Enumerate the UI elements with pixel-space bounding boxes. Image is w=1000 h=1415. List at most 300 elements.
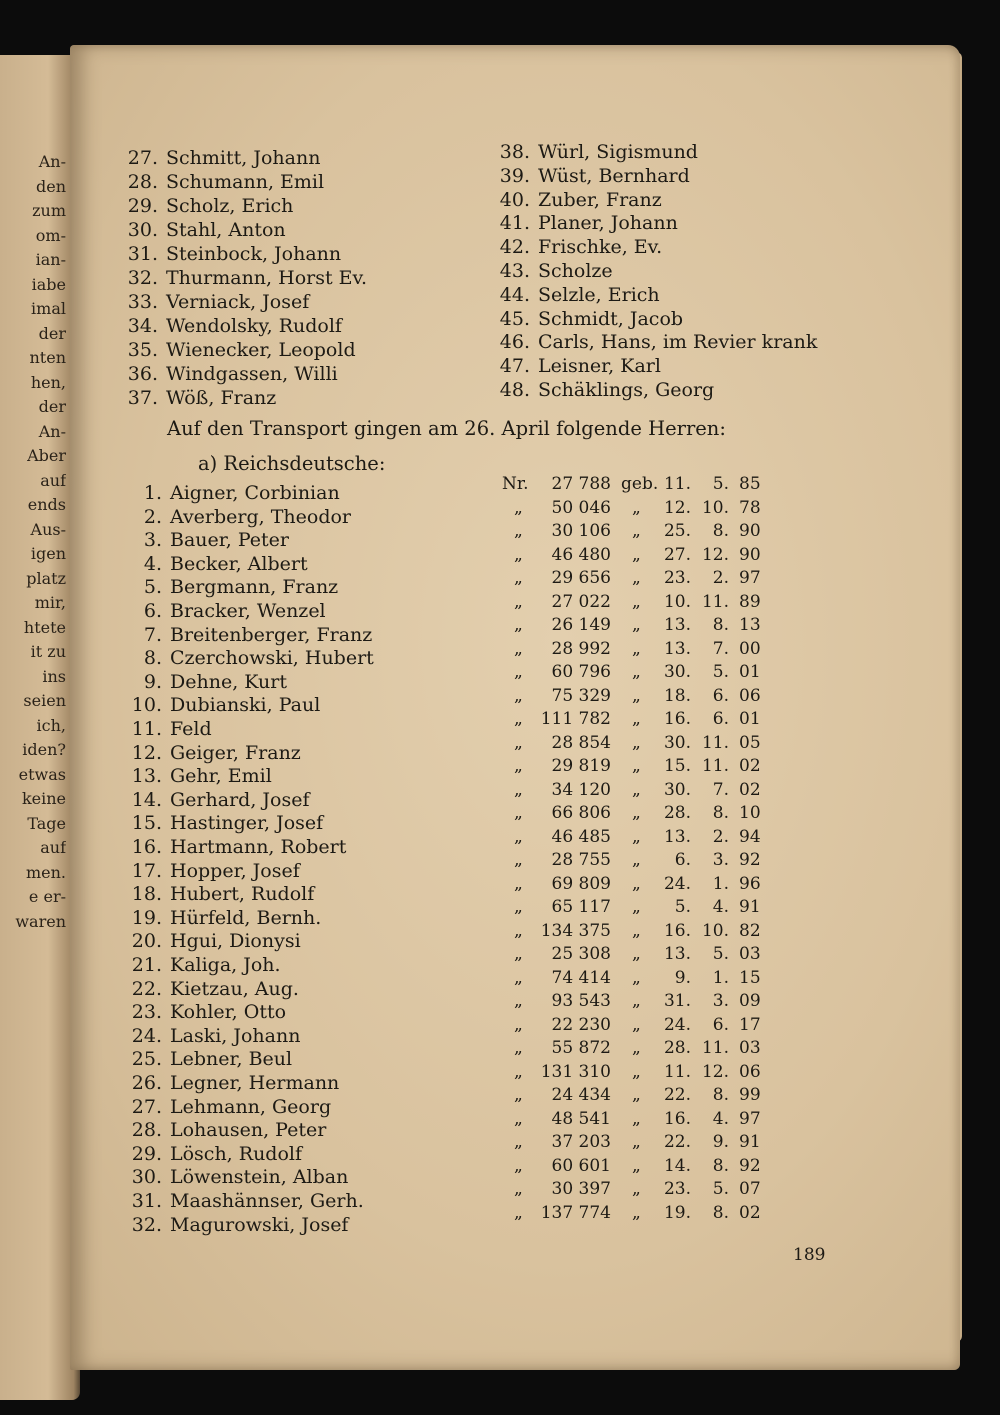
geb-label: „ <box>632 1155 641 1176</box>
birth-month: 8. <box>712 1155 729 1176</box>
transport-row <box>130 860 300 884</box>
row-name: Bauer, Peter <box>170 529 289 552</box>
transport-row <box>130 1214 348 1238</box>
facing-page-line: An- <box>38 421 66 441</box>
row-number: 2. <box>143 505 162 528</box>
list-item <box>122 291 309 315</box>
birth-month: 11. <box>701 756 729 776</box>
transport-row <box>130 1072 339 1096</box>
birth-year: 06 <box>739 1061 761 1082</box>
facing-page-line: men. <box>25 862 66 882</box>
item-name: Wienecker, Leopold <box>166 339 356 361</box>
prisoner-number: 27 022 <box>551 591 611 612</box>
birth-year: 96 <box>739 873 761 894</box>
prisoner-number: 28 992 <box>551 638 611 659</box>
nr-label: „ <box>514 850 523 870</box>
facing-page-line: iden? <box>22 740 66 759</box>
nr-label: „ <box>514 756 523 776</box>
list-item <box>496 379 714 403</box>
row-number: 12. <box>131 741 162 764</box>
facing-page-line: hen, <box>30 372 66 392</box>
nr-label: „ <box>514 591 523 612</box>
item-number: 29. <box>127 195 158 217</box>
row-name: Legner, Hermann <box>170 1072 340 1094</box>
item-name: Planer, Johann <box>538 212 678 235</box>
transport-row <box>130 694 320 718</box>
prisoner-number: 137 774 <box>540 1202 611 1223</box>
nr-label: „ <box>514 991 523 1011</box>
row-name: Becker, Albert <box>170 552 308 575</box>
birth-year: 94 <box>739 826 761 847</box>
item-number: 40. <box>499 188 530 211</box>
facing-page-line: ends <box>27 495 66 514</box>
item-number: 45. <box>499 307 530 330</box>
facing-page-line: keine <box>21 789 66 808</box>
birth-day: 10. <box>663 591 691 612</box>
reichsdeutsche-subheading: a) Reichsdeutsche: <box>198 452 386 475</box>
list-item <box>122 147 320 171</box>
item-number: 44. <box>499 283 530 306</box>
geb-label: „ <box>632 662 641 682</box>
birth-year: 02 <box>739 779 761 800</box>
facing-page-line: nten <box>29 348 66 367</box>
row-number: 14. <box>131 788 162 811</box>
nr-label: „ <box>514 920 523 941</box>
row-number: 30. <box>131 1166 162 1189</box>
nr-label: „ <box>514 568 523 588</box>
geb-label: „ <box>632 591 641 612</box>
row-name: Feld <box>170 718 212 740</box>
facing-page-line: auf <box>40 470 66 490</box>
birth-day: 5. <box>674 897 691 917</box>
birth-year: 90 <box>739 521 761 541</box>
birth-day: 22. <box>663 1132 691 1152</box>
item-name: Wüst, Bernhard <box>538 164 690 187</box>
facing-page-line: imal <box>31 299 66 318</box>
nr-label: „ <box>514 1132 523 1152</box>
prisoner-number: 30 397 <box>551 1179 611 1199</box>
facing-page-line: mir, <box>34 593 66 612</box>
birth-month: 8. <box>712 803 729 823</box>
transport-row <box>130 1166 348 1190</box>
row-number: 19. <box>131 906 162 929</box>
birth-month: 2. <box>712 568 729 588</box>
birth-year: 00 <box>739 638 761 659</box>
geb-label: „ <box>632 920 641 941</box>
birth-day: 6. <box>674 850 691 870</box>
row-name: Kaliga, Joh. <box>170 954 281 976</box>
birth-day: 13. <box>663 615 691 635</box>
list-item <box>122 195 293 219</box>
row-name: Löwenstein, Alban <box>170 1166 349 1189</box>
birth-year: 15 <box>739 967 761 988</box>
birth-year: 10 <box>739 803 761 823</box>
facing-page-line: e er- <box>28 887 66 906</box>
birth-month: 7. <box>712 638 729 659</box>
prisoner-number: 111 782 <box>540 709 611 729</box>
list-item <box>496 165 690 189</box>
birth-month: 2. <box>712 826 729 847</box>
row-name: Geiger, Franz <box>170 741 301 764</box>
prisoner-number: 55 872 <box>551 1038 611 1058</box>
row-number: 7. <box>143 623 162 646</box>
list-item <box>496 212 678 236</box>
row-number: 21. <box>131 954 162 976</box>
item-number: 33. <box>127 291 158 313</box>
nr-label: „ <box>514 897 523 917</box>
birth-day: 24. <box>663 1014 691 1035</box>
transport-row <box>130 1190 364 1214</box>
birth-year: 01 <box>739 709 761 729</box>
birth-year: 99 <box>739 1085 761 1105</box>
item-number: 27. <box>127 147 158 169</box>
birth-month: 3. <box>712 850 729 870</box>
row-number: 13. <box>131 765 162 788</box>
list-item <box>122 267 367 291</box>
item-number: 34. <box>127 315 158 337</box>
prisoner-number: 50 046 <box>551 497 611 518</box>
row-number: 6. <box>143 600 162 622</box>
birth-year: 91 <box>739 1132 761 1152</box>
geb-label: „ <box>632 1179 641 1199</box>
facing-page-line: platz <box>26 568 66 588</box>
geb-label: „ <box>632 756 641 776</box>
facing-page-line: An- <box>38 152 66 171</box>
row-name: Maashännser, Gerh. <box>170 1190 364 1212</box>
list-item <box>122 243 341 267</box>
transport-row <box>130 671 287 695</box>
item-number: 38. <box>499 141 530 163</box>
nr-label: „ <box>514 967 523 988</box>
nr-label: „ <box>514 1179 523 1199</box>
item-number: 28. <box>127 171 158 193</box>
transport-row <box>130 883 314 907</box>
facing-page-line: ian- <box>35 250 66 269</box>
prisoner-number: 25 308 <box>551 944 611 964</box>
birth-year: 97 <box>739 1108 761 1129</box>
nr-label: „ <box>514 709 523 729</box>
row-number: 20. <box>131 930 162 953</box>
item-name: Frischke, Ev. <box>538 236 663 259</box>
prisoner-number: 75 329 <box>551 685 611 706</box>
birth-day: 16. <box>663 709 691 729</box>
birth-month: 10. <box>701 920 729 941</box>
prisoner-number: 30 106 <box>551 521 611 541</box>
row-name: Gehr, Emil <box>170 765 272 788</box>
birth-year: 03 <box>739 1038 761 1058</box>
item-number: 46. <box>499 331 530 354</box>
item-number: 32. <box>127 267 158 289</box>
nr-label: „ <box>514 732 523 753</box>
prisoner-number: 74 414 <box>551 967 611 988</box>
nr-label: „ <box>514 662 523 682</box>
geb-label: „ <box>632 497 641 518</box>
geb-label: „ <box>632 826 641 847</box>
geb-label: „ <box>632 803 641 823</box>
list-item <box>496 331 817 355</box>
row-name: Dubianski, Paul <box>170 694 321 717</box>
row-number: 31. <box>131 1190 162 1212</box>
list-item <box>496 189 662 213</box>
facing-page-line: der <box>38 323 66 343</box>
row-name: Lehmann, Georg <box>170 1095 332 1118</box>
birth-year: 82 <box>739 920 761 941</box>
nr-label: „ <box>514 1155 523 1176</box>
birth-day: 12. <box>663 497 691 518</box>
transport-row <box>130 789 309 813</box>
prisoner-number: 60 601 <box>551 1155 611 1176</box>
nr-label: „ <box>514 944 523 964</box>
geb-label: „ <box>632 944 641 964</box>
row-number: 24. <box>131 1024 162 1047</box>
row-number: 28. <box>131 1119 162 1142</box>
birth-day: 14. <box>663 1155 691 1176</box>
row-name: Averberg, Theodor <box>170 505 352 528</box>
row-number: 23. <box>131 1001 162 1024</box>
geb-label: „ <box>632 1085 641 1105</box>
list-item <box>496 236 662 260</box>
transport-row <box>130 506 351 530</box>
birth-month: 9. <box>712 1132 729 1152</box>
nr-label: „ <box>514 615 523 635</box>
nr-label: „ <box>514 1038 523 1058</box>
row-number: 8. <box>143 647 162 670</box>
row-number: 4. <box>143 552 162 575</box>
prisoner-number: 37 203 <box>551 1132 611 1152</box>
birth-day: 27. <box>663 544 691 565</box>
transport-row <box>130 647 374 671</box>
row-name: Laski, Johann <box>170 1024 301 1047</box>
birth-year: 85 <box>739 474 761 494</box>
birth-month: 4. <box>712 1108 729 1129</box>
birth-day: 25. <box>663 521 691 541</box>
item-name: Scholz, Erich <box>166 195 294 217</box>
birth-year: 91 <box>739 897 761 917</box>
item-name: Steinbock, Johann <box>166 243 342 265</box>
geb-label: „ <box>632 521 641 541</box>
row-name: Dehne, Kurt <box>170 670 288 693</box>
transport-row <box>130 1001 286 1025</box>
nr-label: „ <box>514 1085 523 1105</box>
prisoner-number: 65 117 <box>551 897 611 917</box>
birth-day: 16. <box>663 920 691 941</box>
geb-label: „ <box>632 1038 641 1058</box>
facing-page-line: waren <box>15 911 66 931</box>
row-name: Aigner, Corbinian <box>170 482 340 504</box>
prisoner-number: 28 854 <box>551 732 611 753</box>
row-number: 29. <box>131 1142 162 1165</box>
birth-month: 8. <box>712 615 729 635</box>
birth-month: 7. <box>712 779 729 800</box>
birth-year: 07 <box>739 1179 761 1199</box>
transport-row <box>130 1143 302 1167</box>
row-name: Bracker, Wenzel <box>170 600 326 622</box>
birth-month: 12. <box>701 1061 729 1082</box>
item-number: 37. <box>127 387 158 409</box>
birth-day: 23. <box>663 1179 691 1199</box>
prisoner-number: 131 310 <box>540 1061 611 1082</box>
transport-row <box>130 765 272 789</box>
geb-label: „ <box>632 1061 641 1082</box>
item-number: 48. <box>499 379 530 401</box>
geb-label: „ <box>632 873 641 894</box>
geb-label: „ <box>632 1014 641 1035</box>
list-item <box>496 260 613 284</box>
nr-label: „ <box>514 638 523 659</box>
facing-page-line: den <box>35 176 66 196</box>
geb-label: „ <box>632 1132 641 1152</box>
birth-month: 6. <box>712 685 729 706</box>
facing-page-line: auf <box>40 838 66 857</box>
facing-page-line: Tage <box>27 813 66 833</box>
transport-row <box>130 553 308 577</box>
birth-day: 13. <box>663 944 691 964</box>
birth-day: 24. <box>663 873 691 894</box>
row-number: 32. <box>131 1213 162 1236</box>
item-number: 42. <box>499 236 530 259</box>
facing-page-line: seien <box>23 691 66 710</box>
transport-heading: Auf den Transport gingen am 26. April folgende Herren: <box>167 417 726 440</box>
prisoner-number: 34 120 <box>551 779 611 800</box>
birth-day: 11. <box>663 474 691 494</box>
birth-month: 6. <box>712 1014 729 1035</box>
prisoner-number: 69 809 <box>551 873 611 894</box>
birth-year: 02 <box>739 756 761 776</box>
facing-page <box>0 55 80 1400</box>
transport-row <box>130 812 323 836</box>
item-name: Windgassen, Willi <box>166 363 338 385</box>
row-name: Hubert, Rudolf <box>170 883 315 906</box>
row-name: Bergmann, Franz <box>170 576 339 599</box>
nr-label: „ <box>514 826 523 847</box>
birth-year: 03 <box>739 944 761 964</box>
item-name: Schäklings, Georg <box>538 379 715 401</box>
nr-label: „ <box>514 1061 523 1082</box>
row-name: Breitenberger, Franz <box>170 623 373 646</box>
nr-label: „ <box>514 685 523 706</box>
facing-page-line: igen <box>30 544 66 563</box>
list-item <box>122 387 276 411</box>
birth-year: 17 <box>739 1014 761 1035</box>
nr-label: „ <box>514 521 523 541</box>
item-name: Wendolsky, Rudolf <box>166 315 342 337</box>
birth-month: 5. <box>712 944 729 964</box>
transport-row <box>130 978 299 1002</box>
birth-month: 4. <box>712 897 729 917</box>
transport-row <box>130 624 372 648</box>
birth-day: 18. <box>663 685 691 706</box>
birth-day: 31. <box>663 991 691 1011</box>
item-name: Stahl, Anton <box>166 219 286 241</box>
prisoner-number: 22 230 <box>551 1014 611 1035</box>
transport-row <box>130 742 301 766</box>
geb-label: „ <box>632 897 641 917</box>
birth-month: 11. <box>701 732 729 753</box>
geb-label: „ <box>632 991 641 1011</box>
item-name: Wöß, Franz <box>166 387 277 409</box>
birth-year: 78 <box>739 497 761 518</box>
row-name: Gerhard, Josef <box>170 788 310 811</box>
transport-row <box>130 1096 331 1120</box>
facing-page-line: ins <box>42 666 66 686</box>
geb-label: „ <box>632 638 641 659</box>
transport-row <box>130 907 321 931</box>
facing-page-line: Aus- <box>30 519 66 539</box>
birth-month: 1. <box>712 873 729 894</box>
list-item <box>496 284 660 308</box>
facing-page-line: it zu <box>30 642 66 661</box>
birth-month: 12. <box>701 544 729 565</box>
list-item <box>496 355 661 379</box>
geb-label: „ <box>632 709 641 729</box>
row-number: 22. <box>131 977 162 1000</box>
birth-month: 3. <box>712 991 729 1011</box>
prisoner-number: 28 755 <box>551 850 611 870</box>
facing-page-line: iabe <box>31 274 66 294</box>
birth-year: 13 <box>739 615 761 635</box>
item-number: 35. <box>127 339 158 361</box>
birth-day: 9. <box>674 967 691 988</box>
item-number: 31. <box>127 243 158 265</box>
birth-month: 1. <box>712 967 729 988</box>
row-name: Magurowski, Josef <box>170 1213 349 1236</box>
item-name: Verniack, Josef <box>166 291 310 313</box>
birth-month: 11. <box>701 591 729 612</box>
row-name: Hürfeld, Bernh. <box>170 906 322 929</box>
facing-page-line: om- <box>35 225 66 245</box>
row-number: 5. <box>143 576 162 599</box>
item-name: Schmidt, Jacob <box>538 307 684 330</box>
transport-row <box>130 836 346 860</box>
prisoner-number: 60 796 <box>551 662 611 682</box>
birth-year: 01 <box>739 662 761 682</box>
facing-page-line: htete <box>23 617 66 637</box>
facing-page-line: ich, <box>36 715 66 735</box>
row-name: Lösch, Rudolf <box>170 1142 303 1165</box>
nr-label: „ <box>514 803 523 823</box>
birth-month: 10. <box>701 497 729 518</box>
geb-label: „ <box>632 850 641 870</box>
row-number: 9. <box>143 670 162 693</box>
birth-day: 13. <box>663 826 691 847</box>
item-number: 43. <box>499 260 530 282</box>
row-name: Hgui, Dionysi <box>170 930 301 953</box>
geb-label: „ <box>632 568 641 588</box>
prisoner-number: 93 543 <box>551 991 611 1011</box>
birth-day: 28. <box>663 1038 691 1058</box>
facing-page-text <box>6 150 66 934</box>
list-item <box>496 141 698 165</box>
row-name: Lohausen, Peter <box>170 1119 327 1142</box>
row-name: Hastinger, Josef <box>170 812 324 835</box>
birth-day: 28. <box>663 803 691 823</box>
list-item <box>122 171 324 195</box>
birth-day: 30. <box>663 662 691 682</box>
geb-label: „ <box>632 779 641 800</box>
item-name: Carls, Hans, im Revier krank <box>538 331 818 354</box>
transport-row <box>130 529 289 553</box>
list-item <box>122 219 286 243</box>
facing-page-line: zum <box>32 201 66 220</box>
birth-day: 23. <box>663 568 691 588</box>
birth-year: 90 <box>739 544 761 565</box>
birth-year: 02 <box>739 1202 761 1223</box>
row-name: Hopper, Josef <box>170 859 300 882</box>
prisoner-number: 24 434 <box>551 1085 611 1105</box>
prisoner-number: 26 149 <box>551 615 611 635</box>
birth-year: 05 <box>739 732 761 753</box>
birth-month: 8. <box>712 1202 729 1223</box>
